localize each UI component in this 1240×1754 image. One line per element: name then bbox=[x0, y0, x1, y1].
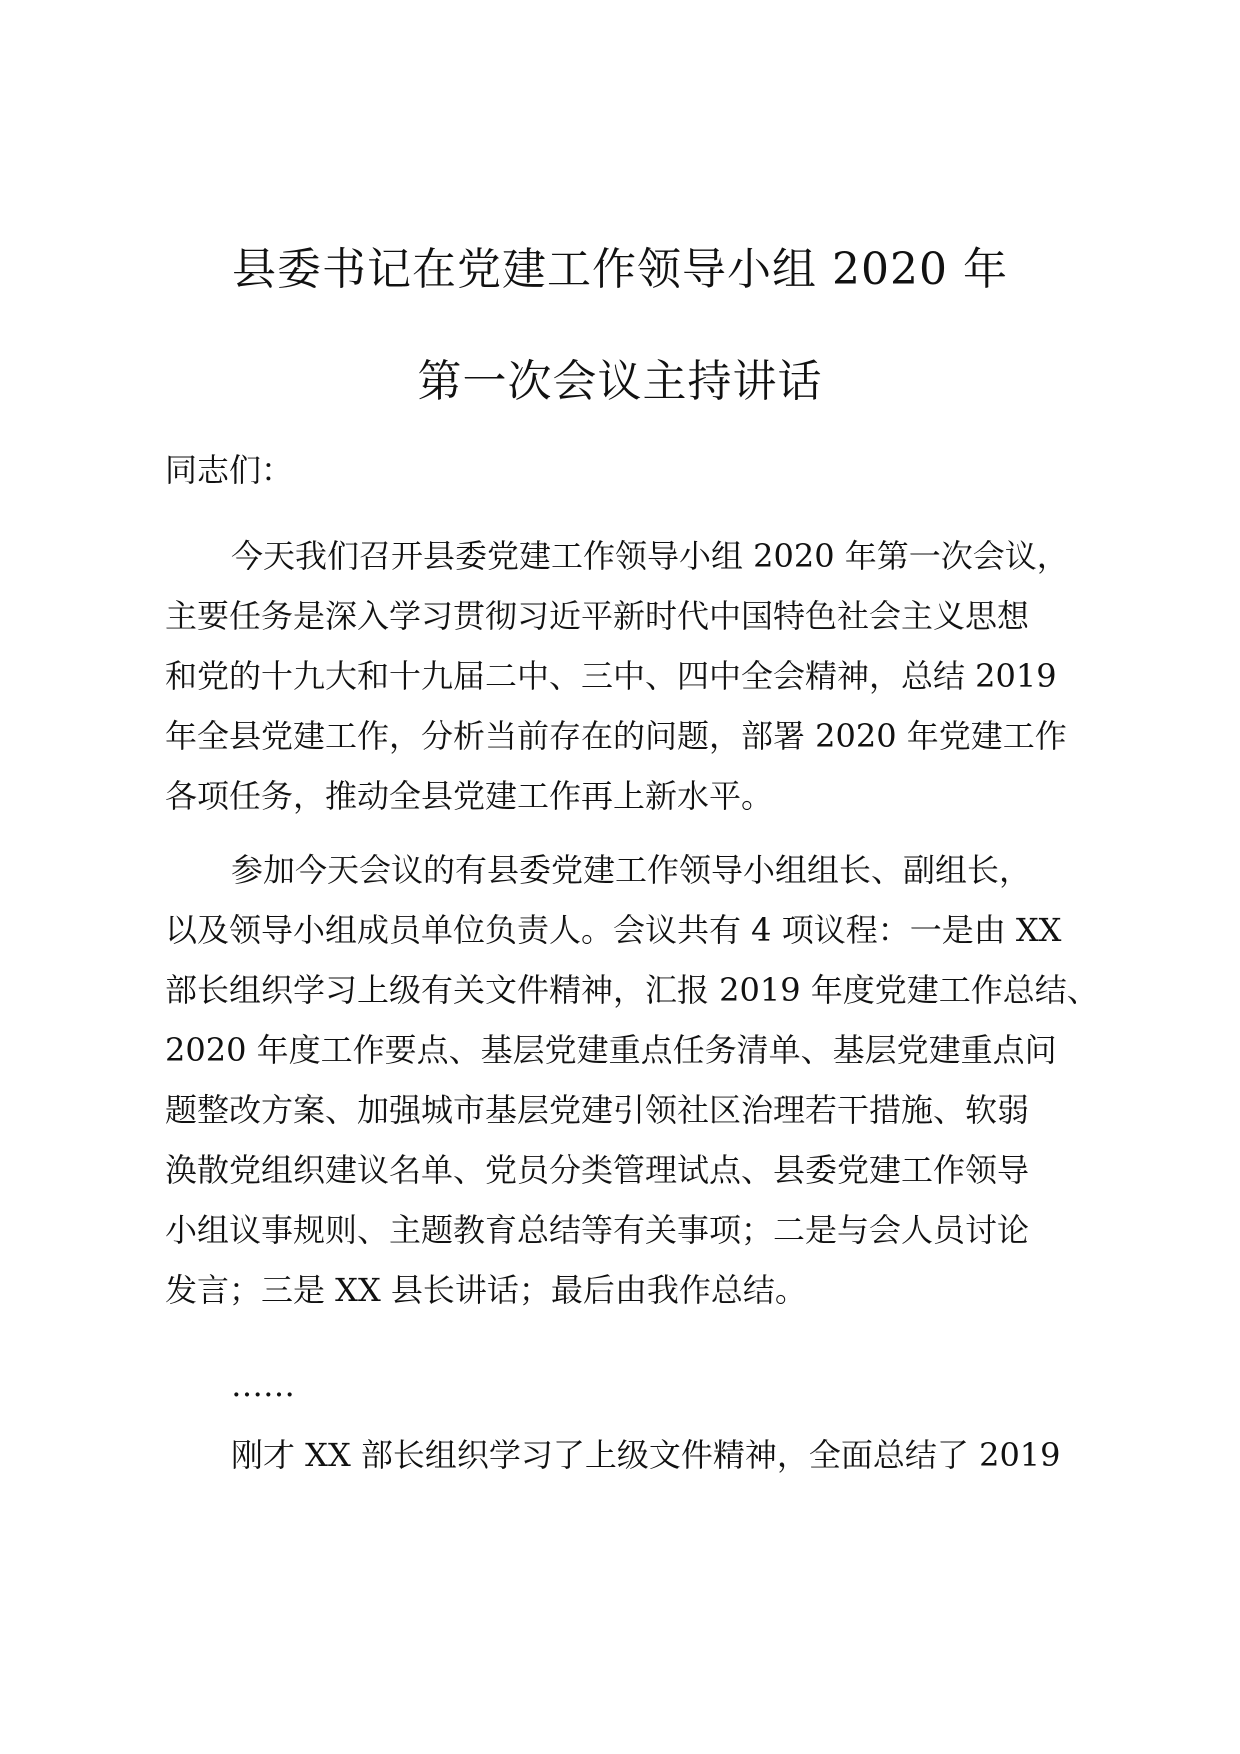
paragraph-1 bbox=[165, 526, 1085, 826]
paragraph-line: 2020 年度工作要点、基层党建重点任务清单、基层党建重点问 bbox=[165, 1031, 1057, 1069]
paragraph-line: 参加今天会议的有县委党建工作领导小组组长、副组长， bbox=[231, 851, 1032, 889]
paragraph-line: 以及领导小组成员单位负责人。会议共有 4 项议程：一是由 XX bbox=[165, 911, 1062, 949]
paragraph-line: 刚才 XX 部长组织学习了上级文件精神，全面总结了 2019 bbox=[231, 1436, 1061, 1474]
paragraph-line: 年全县党建工作，分析当前存在的问题，部署 2020 年党建工作 bbox=[165, 717, 1067, 755]
document-title-line-1: 县委书记在党建工作领导小组 2020 年 bbox=[232, 244, 1008, 295]
paragraph-line: 发言；三是 XX 县长讲话；最后由我作总结。 bbox=[165, 1271, 807, 1309]
ellipsis-paragraph bbox=[165, 1355, 1085, 1415]
salutation: 同志们： bbox=[165, 451, 294, 489]
paragraph-line: 小组议事规则、主题教育总结等有关事项；二是与会人员讨论 bbox=[165, 1211, 1030, 1249]
paragraph-line: 题整改方案、加强城市基层党建引领社区治理若干措施、软弱 bbox=[165, 1091, 1030, 1129]
paragraph-line: 各项任务，推动全县党建工作再上新水平。 bbox=[165, 777, 774, 815]
paragraph-line: 主要任务是深入学习贯彻习近平新时代中国特色社会主义思想 bbox=[165, 597, 1030, 635]
paragraph-4 bbox=[165, 1425, 1085, 1485]
ellipsis-line: …… bbox=[231, 1366, 295, 1404]
document-title-line-2: 第一次会议主持讲话 bbox=[417, 356, 823, 407]
paragraph-line: 涣散党组织建议名单、党员分类管理试点、县委党建工作领导 bbox=[165, 1151, 1030, 1189]
paragraph-2 bbox=[165, 840, 1099, 1320]
paragraph-line: 今天我们召开县委党建工作领导小组 2020 年第一次会议， bbox=[231, 537, 1069, 575]
paragraph-line: 和党的十九大和十九届二中、三中、四中全会精神，总结 2019 bbox=[165, 657, 1057, 695]
paragraph-line: 部长组织学习上级有关文件精神，汇报 2019 年度党建工作总结、 bbox=[165, 971, 1099, 1009]
